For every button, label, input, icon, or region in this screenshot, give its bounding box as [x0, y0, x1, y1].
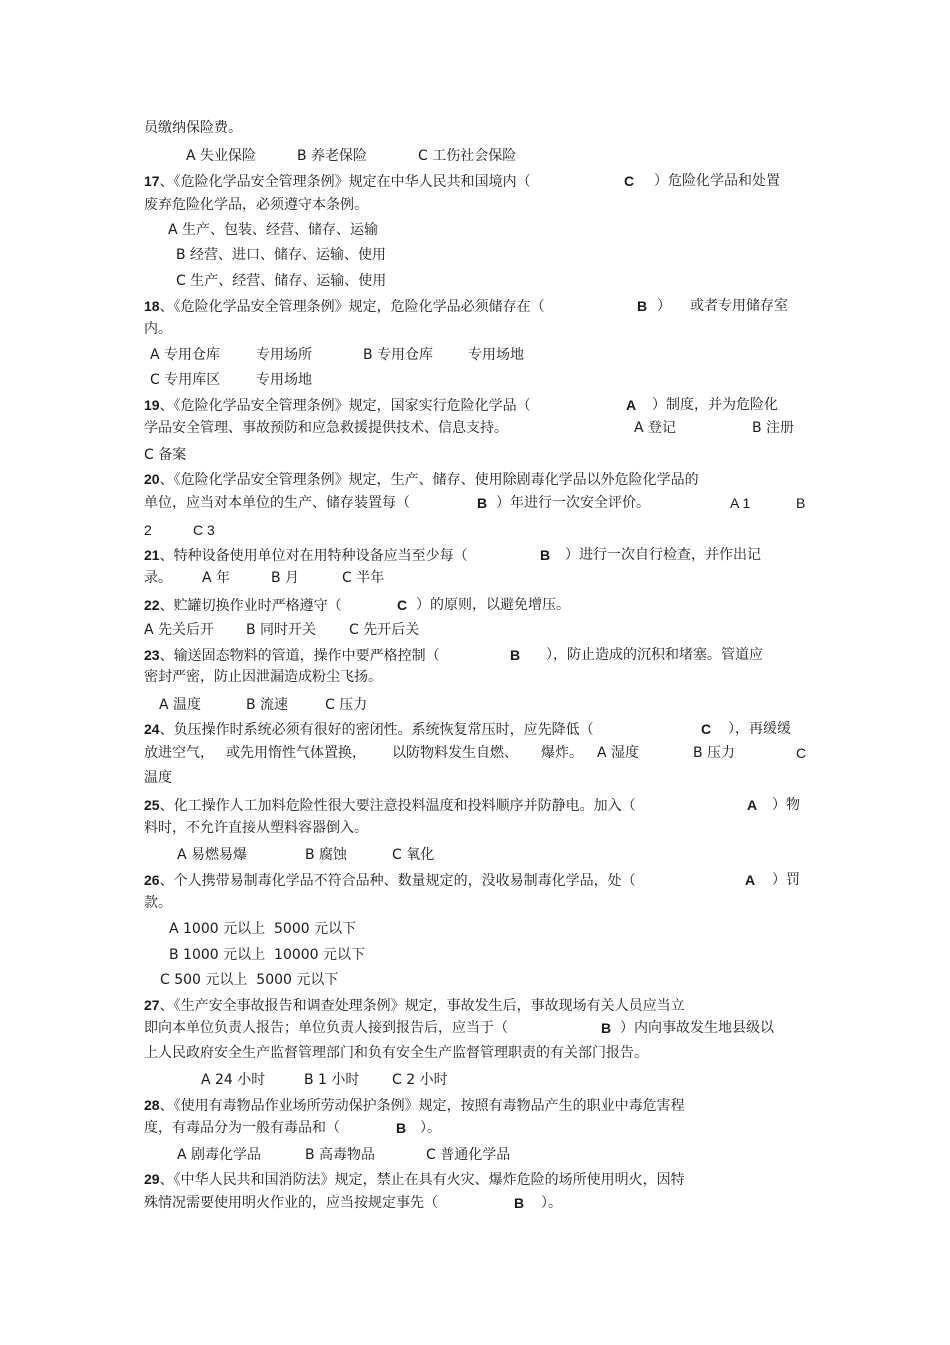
question-number: 28 [144, 1097, 160, 1113]
option-c: C 氧化 [392, 847, 435, 863]
question-28 [144, 1096, 685, 1115]
option-b: B 高毒物品 [305, 1147, 376, 1163]
question-text: 、负压操作时系统必须有很好的密闭性。系统恢复常压时，应先降低（ [159, 722, 594, 738]
option-a: A 先关后开 [144, 622, 215, 638]
option-b: B 1000 元以上 10000 元以下 [169, 947, 366, 963]
question-26 [144, 871, 636, 890]
question-19 [144, 396, 531, 415]
question-text: ）进行一次自行检查，并作出记 [565, 547, 761, 563]
question-17 [144, 172, 531, 191]
option-b-extra: 专用场地 [468, 347, 524, 363]
option-a: A 生产、包装、经营、储存、运输 [168, 222, 379, 238]
text-line: 殊情况需要使用明火作业的，应当按规定事先（ [144, 1195, 438, 1211]
answer-mark: B [637, 298, 648, 314]
text-line: 以防物料发生自燃、 [392, 745, 518, 761]
question-text: 、《中华人民共和国消防法》规定，禁止在具有火灾、爆炸危险的场所使用明火，因特 [159, 1172, 685, 1188]
option-b: B 经营、进口、储存、运输、使用 [176, 247, 387, 263]
option-a: A 湿度 [597, 745, 640, 761]
text-line: 料时，不允许直接从塑料容器倒入。 [144, 820, 368, 836]
option-c: C 压力 [325, 697, 368, 713]
option-c: C 普通化学品 [426, 1147, 511, 1163]
option-b: B 同时开关 [246, 622, 317, 638]
text-line: 款。 [144, 895, 172, 911]
question-text: 、个人携带易制毒化学品不符合品种、数量规定的，没收易制毒化学品，处（ [159, 873, 636, 889]
question-number: 21 [144, 547, 160, 563]
text-line: 密封严密，防止因泄漏造成粉尘飞扬。 [144, 669, 382, 685]
question-27 [144, 996, 685, 1015]
question-text: ），防止造成的沉积和堵塞。管道应 [546, 647, 763, 663]
question-21 [144, 546, 468, 565]
question-18 [144, 297, 545, 316]
option-b: B 腐蚀 [305, 847, 348, 863]
option-b: B 月 [271, 570, 300, 586]
text-line: 废弃危险化学品，必须遵守本条例。 [144, 197, 368, 213]
question-text: ）年进行一次安全评价。 [496, 495, 650, 511]
question-text: ）物 [772, 797, 800, 813]
question-text: ）危险化学品和处置 [654, 173, 780, 189]
question-text: 、《危险化学品安全管理条例》规定，生产、储存、使用除剧毒化学品以外危险化学品的 [159, 472, 699, 488]
question-text: ）。 [541, 1195, 562, 1211]
text-line: 或先用惰性气体置换， [226, 745, 366, 761]
option-b: B [796, 495, 806, 511]
question-22 [144, 596, 342, 615]
option-a: A 登记 [634, 420, 677, 436]
option-a: A 剧毒化学品 [177, 1147, 262, 1163]
option-a: A 失业保险 [186, 148, 257, 164]
question-number: 23 [144, 647, 160, 663]
answer-mark: B [540, 547, 551, 563]
option-a: A 24 小时 [201, 1072, 266, 1088]
question-29 [144, 1170, 685, 1189]
question-number: 20 [144, 471, 160, 487]
answer-mark: C [701, 721, 712, 737]
question-25 [144, 796, 636, 815]
option-c: C 3 [193, 522, 215, 538]
option-c-extra: 专用场地 [256, 372, 312, 388]
answer-mark: A [626, 397, 637, 413]
answer-mark: A [747, 797, 758, 813]
answer-mark: B [510, 647, 521, 663]
option-c: C 500 元以上 5000 元以下 [160, 972, 339, 988]
answer-mark: B [396, 1120, 407, 1136]
question-number: 25 [144, 797, 160, 813]
option-c: C 2 小时 [392, 1072, 448, 1088]
text-line: 内。 [144, 321, 172, 337]
answer-mark: B [477, 495, 488, 511]
option-c: C 专用库区 [150, 372, 221, 388]
question-23 [144, 646, 440, 665]
question-number: 24 [144, 721, 160, 737]
option-a: A 1 [730, 495, 751, 511]
answer-mark: B [514, 1195, 525, 1211]
answer-mark: C [624, 173, 635, 189]
option-a: A 易燃易爆 [177, 847, 248, 863]
text-line: 员缴纳保险费。 [144, 120, 242, 136]
answer-mark: B [601, 1020, 612, 1036]
question-text: 、《生产安全事故报告和调查处理条例》规定，事故发生后，事故现场有关人员应当立 [159, 998, 685, 1014]
question-text: 、贮罐切换作业时严格遵守（ [159, 598, 342, 614]
option-c: C 备案 [144, 447, 187, 463]
question-text: 、《危险化学品安全管理条例》规定，国家实行危险化学品（ [159, 398, 531, 414]
question-text: 或者专用储存室 [690, 298, 788, 314]
text-line: 爆炸。 [541, 745, 583, 761]
option-a: A 专用仓库 [150, 347, 221, 363]
option-a-extra: 专用场所 [256, 347, 312, 363]
option-b: B 专用仓库 [363, 347, 434, 363]
option-b: B 养老保险 [297, 148, 368, 164]
option-b: B 流速 [246, 697, 289, 713]
question-text: 、《使用有毒物品作业场所劳动保护条例》规定，按照有毒物品产生的职业中毒危害程 [159, 1098, 685, 1114]
option-a: A 年 [202, 570, 231, 586]
question-number: 27 [144, 997, 160, 1013]
question-text: 、输送固态物料的管道，操作中要严格控制（ [159, 648, 440, 664]
option-b: B 压力 [693, 745, 736, 761]
question-text: 、《危险化学品安全管理条例》规定在中华人民共和国境内（ [159, 174, 531, 190]
question-text: ）。 [420, 1120, 441, 1136]
question-number: 18 [144, 298, 160, 314]
text-line: 单位，应当对本单位的生产、储存装置每（ [144, 495, 410, 511]
question-number: 26 [144, 872, 160, 888]
option-b: B 1 小时 [304, 1072, 360, 1088]
option-a: A 1000 元以上 5000 元以下 [169, 921, 357, 937]
option-c-value: 温度 [144, 770, 172, 786]
option-c: C 工伤社会保险 [418, 148, 517, 164]
question-text: ）的原则，以避免增压。 [416, 597, 570, 613]
question-24 [144, 720, 594, 739]
question-text: 、特种设备使用单位对在用特种设备应当至少每（ [159, 548, 468, 564]
answer-mark: C [397, 597, 408, 613]
text-line: 放进空气， [144, 745, 214, 761]
question-number: 22 [144, 597, 160, 613]
question-text: 、《危险化学品安全管理条例》规定，危险化学品必须储存在（ [159, 299, 545, 315]
question-number: 19 [144, 397, 160, 413]
text-line: 上人民政府安全生产监督管理部门和负有安全生产监督管理职责的有关部门报告。 [144, 1045, 648, 1061]
text-line: 度，有毒品分为一般有毒品和（ [144, 1120, 340, 1136]
option-a: A 温度 [159, 697, 202, 713]
question-text: ）内向事故发生地县级以 [620, 1020, 774, 1036]
text-line: 学品安全管理、事故预防和应急救援提供技术、信息支持。 [144, 420, 508, 436]
question-number: 29 [144, 1171, 160, 1187]
question-text: ），再缓缓 [728, 721, 791, 737]
text-line: 录。 [144, 570, 172, 586]
question-text: ） [657, 298, 671, 314]
option-c: C [796, 745, 807, 761]
option-c: C 生产、经营、储存、运输、使用 [176, 273, 387, 289]
option-b-value: 2 [144, 522, 152, 538]
option-c: C 先开后关 [349, 622, 420, 638]
option-b: B 注册 [752, 420, 795, 436]
text-line: 即向本单位负责人报告；单位负责人接到报告后，应当于（ [144, 1020, 508, 1036]
question-number: 17 [144, 173, 160, 189]
answer-mark: A [745, 872, 756, 888]
option-c: C 半年 [342, 570, 385, 586]
question-text: ）罚 [772, 872, 800, 888]
question-text: 、化工操作人工加料危险性很大要注意投料温度和投料顺序并防静电。加入（ [159, 798, 636, 814]
question-text: ）制度，并为危险化 [652, 397, 778, 413]
question-20 [144, 470, 699, 489]
